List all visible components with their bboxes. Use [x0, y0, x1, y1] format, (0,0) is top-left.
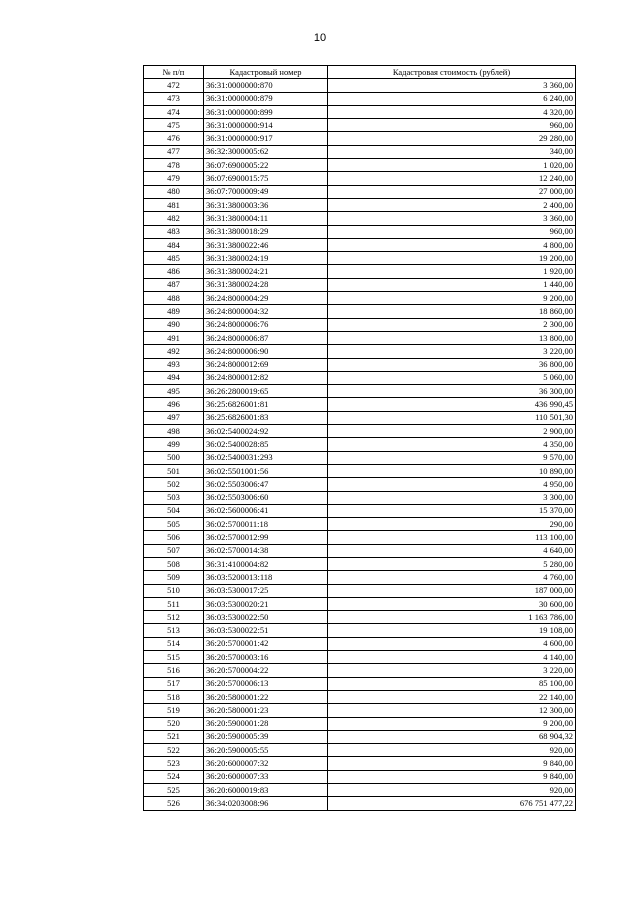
cadastral-number-cell: 36:24:8000006:90 — [204, 345, 328, 358]
cadastral-value-cell: 110 501,30 — [328, 411, 576, 424]
cadastral-number-cell: 36:03:5300017:25 — [204, 584, 328, 597]
table-row — [144, 730, 576, 743]
cadastral-value-cell: 1 920,00 — [328, 265, 576, 278]
row-index-cell: 487 — [144, 278, 204, 291]
cadastral-value-cell: 436 990,45 — [328, 398, 576, 411]
cadastral-value-cell: 2 400,00 — [328, 198, 576, 211]
cadastral-value-cell: 30 600,00 — [328, 597, 576, 610]
cadastral-value-cell: 3 360,00 — [328, 212, 576, 225]
cadastral-number-cell: 36:07:6900005:22 — [204, 159, 328, 172]
cadastral-number-cell: 36:34:0203008:96 — [204, 797, 328, 810]
cadastral-number-cell: 36:07:7000009:49 — [204, 185, 328, 198]
cadastral-value-cell: 1 020,00 — [328, 159, 576, 172]
cadastral-number-cell: 36:20:5800001:22 — [204, 690, 328, 703]
row-index-cell: 486 — [144, 265, 204, 278]
row-index-cell: 491 — [144, 331, 204, 344]
table-row — [144, 79, 576, 92]
row-index-cell: 522 — [144, 744, 204, 757]
row-index-cell: 482 — [144, 212, 204, 225]
table-row — [144, 132, 576, 145]
cadastral-number-cell: 36:20:5700001:42 — [204, 637, 328, 650]
cadastral-number-cell: 36:20:5700006:13 — [204, 677, 328, 690]
row-index-cell: 521 — [144, 730, 204, 743]
table-row — [144, 305, 576, 318]
cadastral-number-cell: 36:03:5200013:118 — [204, 571, 328, 584]
table-row — [144, 704, 576, 717]
cadastral-value-cell: 27 000,00 — [328, 185, 576, 198]
page-number: 10 — [313, 32, 327, 44]
table-row — [144, 690, 576, 703]
row-index-cell: 505 — [144, 518, 204, 531]
table-row — [144, 544, 576, 557]
table-row — [144, 784, 576, 797]
row-index-cell: 517 — [144, 677, 204, 690]
row-index-cell: 514 — [144, 637, 204, 650]
cadastral-number-cell: 36:32:3000005:62 — [204, 145, 328, 158]
cadastral-value-cell: 19 200,00 — [328, 252, 576, 265]
cadastral-number-cell: 36:02:5400028:85 — [204, 438, 328, 451]
row-index-cell: 501 — [144, 464, 204, 477]
row-index-cell: 523 — [144, 757, 204, 770]
table-row — [144, 265, 576, 278]
row-index-cell: 479 — [144, 172, 204, 185]
table-row — [144, 398, 576, 411]
row-index-cell: 494 — [144, 371, 204, 384]
cadastral-value-cell: 85 100,00 — [328, 677, 576, 690]
table-row — [144, 504, 576, 517]
table-row — [144, 637, 576, 650]
cadastral-value-cell: 1 163 786,00 — [328, 611, 576, 624]
table-row — [144, 238, 576, 251]
cadastral-value-cell: 3 220,00 — [328, 664, 576, 677]
table-row — [144, 744, 576, 757]
cadastral-number-cell: 36:20:5800001:23 — [204, 704, 328, 717]
cadastral-value-cell: 4 760,00 — [328, 571, 576, 584]
table-row — [144, 770, 576, 783]
row-index-cell: 512 — [144, 611, 204, 624]
cadastral-number-cell: 36:20:6000019:83 — [204, 784, 328, 797]
cadastral-number-cell: 36:03:5300022:51 — [204, 624, 328, 637]
cadastral-value-cell: 12 240,00 — [328, 172, 576, 185]
cadastral-value-cell: 36 300,00 — [328, 385, 576, 398]
cadastral-number-cell: 36:24:8000004:32 — [204, 305, 328, 318]
table-row — [144, 664, 576, 677]
table-row — [144, 425, 576, 438]
cadastral-number-cell: 36:24:8000006:87 — [204, 331, 328, 344]
cadastral-number-cell: 36:02:5400024:92 — [204, 425, 328, 438]
row-index-cell: 516 — [144, 664, 204, 677]
cadastral-value-cell: 36 800,00 — [328, 358, 576, 371]
row-index-cell: 525 — [144, 784, 204, 797]
table-row — [144, 358, 576, 371]
row-index-cell: 510 — [144, 584, 204, 597]
row-index-cell: 520 — [144, 717, 204, 730]
cadastral-number-cell: 36:03:5300022:50 — [204, 611, 328, 624]
cadastral-value-cell: 9 570,00 — [328, 451, 576, 464]
cadastral-value-cell: 4 350,00 — [328, 438, 576, 451]
cadastral-value-cell: 5 060,00 — [328, 371, 576, 384]
cadastral-value-cell: 920,00 — [328, 744, 576, 757]
cadastral-number-cell: 36:02:5600006:41 — [204, 504, 328, 517]
cadastral-number-cell: 36:24:8000006:76 — [204, 318, 328, 331]
table-row — [144, 531, 576, 544]
row-index-cell: 488 — [144, 292, 204, 305]
table-row — [144, 278, 576, 291]
row-index-cell: 502 — [144, 478, 204, 491]
cadastral-number-cell: 36:31:0000000:917 — [204, 132, 328, 145]
table-row — [144, 597, 576, 610]
cadastral-number-cell: 36:03:5300020:21 — [204, 597, 328, 610]
table-row — [144, 318, 576, 331]
table-row — [144, 757, 576, 770]
cadastral-number-cell: 36:02:5503006:60 — [204, 491, 328, 504]
row-index-cell: 489 — [144, 305, 204, 318]
table-row — [144, 651, 576, 664]
cadastral-value-cell: 920,00 — [328, 784, 576, 797]
cadastral-value-cell: 290,00 — [328, 518, 576, 531]
table-row — [144, 371, 576, 384]
cadastral-number-cell: 36:31:3800004:11 — [204, 212, 328, 225]
cadastral-value-cell: 676 751 477,22 — [328, 797, 576, 810]
cadastral-number-cell: 36:20:6000007:32 — [204, 757, 328, 770]
table-row — [144, 478, 576, 491]
table-row — [144, 185, 576, 198]
cadastral-value-cell: 2 900,00 — [328, 425, 576, 438]
row-index-cell: 480 — [144, 185, 204, 198]
row-index-cell: 492 — [144, 345, 204, 358]
cadastral-number-cell: 36:24:8000012:69 — [204, 358, 328, 371]
row-index-cell: 478 — [144, 159, 204, 172]
table-row — [144, 438, 576, 451]
cadastral-value-cell: 3 360,00 — [328, 79, 576, 92]
table-row — [144, 557, 576, 570]
cadastral-number-cell: 36:02:5501001:56 — [204, 464, 328, 477]
cadastral-value-cell: 4 640,00 — [328, 544, 576, 557]
table-row — [144, 797, 576, 810]
table-row — [144, 172, 576, 185]
cadastral-value-cell: 960,00 — [328, 119, 576, 132]
cadastral-value-cell: 13 800,00 — [328, 331, 576, 344]
cadastral-value-cell: 6 240,00 — [328, 92, 576, 105]
cadastral-value-cell: 3 220,00 — [328, 345, 576, 358]
cadastral-number-cell: 36:20:5900005:39 — [204, 730, 328, 743]
row-index-cell: 474 — [144, 105, 204, 118]
cadastral-value-cell: 68 904,32 — [328, 730, 576, 743]
cadastral-value-cell: 113 100,00 — [328, 531, 576, 544]
cadastral-value-cell: 187 000,00 — [328, 584, 576, 597]
table-row — [144, 331, 576, 344]
table-row — [144, 92, 576, 105]
cadastral-value-cell: 15 370,00 — [328, 504, 576, 517]
cadastral-number-cell: 36:31:3800024:21 — [204, 265, 328, 278]
cadastral-value-cell: 9 840,00 — [328, 757, 576, 770]
cadastral-value-cell: 10 890,00 — [328, 464, 576, 477]
row-index-cell: 507 — [144, 544, 204, 557]
cadastral-number-cell: 36:02:5400031:293 — [204, 451, 328, 464]
cadastral-number-cell: 36:31:3800003:36 — [204, 198, 328, 211]
cadastral-value-cell: 9 840,00 — [328, 770, 576, 783]
cadastral-value-cell: 340,00 — [328, 145, 576, 158]
table-body — [144, 79, 576, 810]
table-row — [144, 518, 576, 531]
cadastral-value-cell: 5 280,00 — [328, 557, 576, 570]
row-index-cell: 481 — [144, 198, 204, 211]
row-index-cell: 496 — [144, 398, 204, 411]
cadastral-value-cell: 9 200,00 — [328, 717, 576, 730]
row-index-cell: 519 — [144, 704, 204, 717]
cadastral-number-cell: 36:31:0000000:899 — [204, 105, 328, 118]
cadastral-value-cell: 4 950,00 — [328, 478, 576, 491]
cadastral-number-cell: 36:20:6000007:33 — [204, 770, 328, 783]
cadastral-value-cell: 22 140,00 — [328, 690, 576, 703]
cadastral-number-cell: 36:02:5700011:18 — [204, 518, 328, 531]
cadastral-number-cell: 36:20:5900001:28 — [204, 717, 328, 730]
cadastral-value-cell: 4 140,00 — [328, 651, 576, 664]
cadastral-number-cell: 36:07:6900015:75 — [204, 172, 328, 185]
cadastral-number-cell: 36:31:3800024:19 — [204, 252, 328, 265]
cadastral-value-cell: 4 800,00 — [328, 238, 576, 251]
cadastral-number-cell: 36:20:5700003:16 — [204, 651, 328, 664]
row-index-cell: 472 — [144, 79, 204, 92]
row-index-cell: 475 — [144, 119, 204, 132]
table-row — [144, 225, 576, 238]
cadastral-number-cell: 36:31:0000000:879 — [204, 92, 328, 105]
table-row — [144, 624, 576, 637]
cadastral-value-cell: 4 320,00 — [328, 105, 576, 118]
table-row — [144, 198, 576, 211]
table-row — [144, 292, 576, 305]
cadastral-value-cell: 9 200,00 — [328, 292, 576, 305]
cadastral-value-cell: 3 300,00 — [328, 491, 576, 504]
table-row — [144, 451, 576, 464]
row-index-cell: 508 — [144, 557, 204, 570]
row-index-cell: 483 — [144, 225, 204, 238]
cadastral-number-cell: 36:02:5700014:38 — [204, 544, 328, 557]
table-row — [144, 611, 576, 624]
row-index-cell: 509 — [144, 571, 204, 584]
row-index-cell: 518 — [144, 690, 204, 703]
cadastral-value-cell: 1 440,00 — [328, 278, 576, 291]
row-index-cell: 500 — [144, 451, 204, 464]
cadastral-value-cell: 29 280,00 — [328, 132, 576, 145]
cadastral-value-cell: 19 108,00 — [328, 624, 576, 637]
table-row — [144, 491, 576, 504]
row-index-cell: 498 — [144, 425, 204, 438]
column-header-index: № п/п — [144, 66, 204, 79]
row-index-cell: 484 — [144, 238, 204, 251]
table-row — [144, 159, 576, 172]
cadastral-table — [143, 65, 576, 811]
table-row — [144, 119, 576, 132]
table-row — [144, 677, 576, 690]
cadastral-value-cell: 18 860,00 — [328, 305, 576, 318]
cadastral-number-cell: 36:24:8000012:82 — [204, 371, 328, 384]
table-row — [144, 717, 576, 730]
table-row — [144, 571, 576, 584]
row-index-cell: 499 — [144, 438, 204, 451]
table-row — [144, 345, 576, 358]
row-index-cell: 495 — [144, 385, 204, 398]
cadastral-number-cell: 36:20:5900005:55 — [204, 744, 328, 757]
row-index-cell: 473 — [144, 92, 204, 105]
cadastral-number-cell: 36:31:0000000:870 — [204, 79, 328, 92]
cadastral-number-cell: 36:26:2800019:65 — [204, 385, 328, 398]
cadastral-value-cell: 4 600,00 — [328, 637, 576, 650]
cadastral-value-cell: 2 300,00 — [328, 318, 576, 331]
table-row — [144, 145, 576, 158]
column-header-cadastral-number: Кадастровый номер — [204, 66, 328, 79]
table-row — [144, 584, 576, 597]
row-index-cell: 497 — [144, 411, 204, 424]
row-index-cell: 477 — [144, 145, 204, 158]
row-index-cell: 485 — [144, 252, 204, 265]
cadastral-number-cell: 36:02:5700012:99 — [204, 531, 328, 544]
row-index-cell: 511 — [144, 597, 204, 610]
cadastral-number-cell: 36:25:6826001:83 — [204, 411, 328, 424]
row-index-cell: 490 — [144, 318, 204, 331]
cadastral-number-cell: 36:31:4100004:82 — [204, 557, 328, 570]
cadastral-number-cell: 36:31:3800018:29 — [204, 225, 328, 238]
row-index-cell: 504 — [144, 504, 204, 517]
cadastral-value-cell: 12 300,00 — [328, 704, 576, 717]
row-index-cell: 476 — [144, 132, 204, 145]
row-index-cell: 526 — [144, 797, 204, 810]
cadastral-number-cell: 36:31:0000000:914 — [204, 119, 328, 132]
cadastral-number-cell: 36:31:3800022:46 — [204, 238, 328, 251]
table-row — [144, 385, 576, 398]
cadastral-number-cell: 36:20:5700004:22 — [204, 664, 328, 677]
row-index-cell: 515 — [144, 651, 204, 664]
cadastral-value-cell: 960,00 — [328, 225, 576, 238]
column-header-cadastral-value: Кадастровая стоимость (рублей) — [328, 66, 576, 79]
cadastral-number-cell: 36:24:8000004:29 — [204, 292, 328, 305]
row-index-cell: 524 — [144, 770, 204, 783]
table-row — [144, 464, 576, 477]
table-row — [144, 105, 576, 118]
row-index-cell: 503 — [144, 491, 204, 504]
row-index-cell: 493 — [144, 358, 204, 371]
cadastral-number-cell: 36:25:6826001:81 — [204, 398, 328, 411]
row-index-cell: 506 — [144, 531, 204, 544]
table-header-row — [144, 66, 576, 79]
cadastral-number-cell: 36:31:3800024:28 — [204, 278, 328, 291]
table-row — [144, 252, 576, 265]
row-index-cell: 513 — [144, 624, 204, 637]
table-row — [144, 411, 576, 424]
cadastral-number-cell: 36:02:5503006:47 — [204, 478, 328, 491]
table-row — [144, 212, 576, 225]
